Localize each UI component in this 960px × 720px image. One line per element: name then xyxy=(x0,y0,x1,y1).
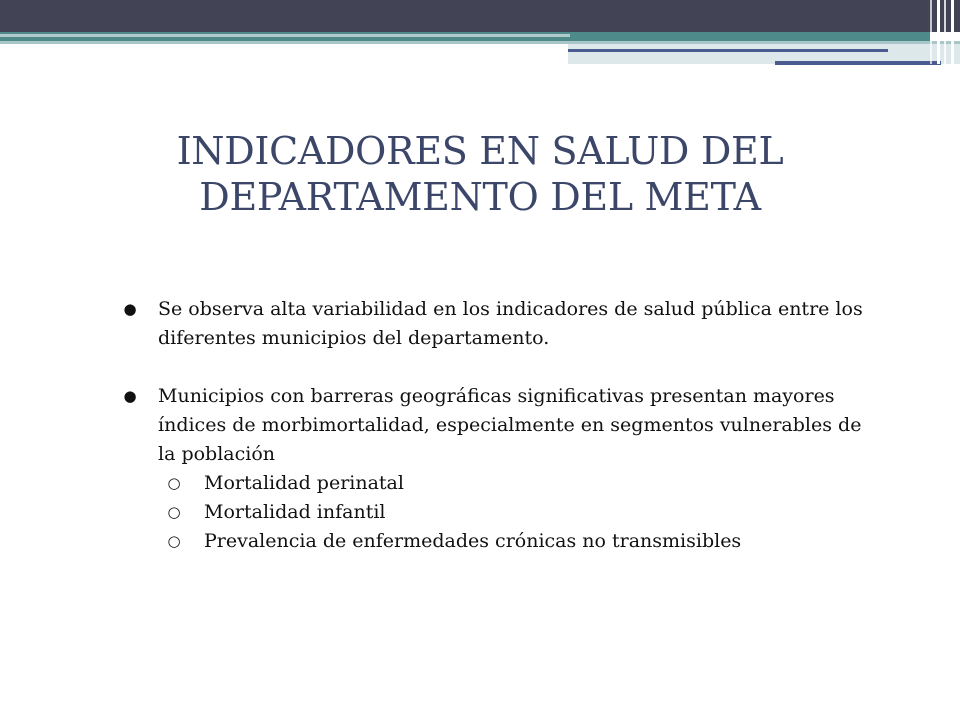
header-band-dark xyxy=(0,0,960,32)
bullet-text: Se observa alta variabilidad en los indicadores de salud pública entre los diferentes municipios del departamento. xyxy=(158,298,863,349)
spacer xyxy=(120,353,880,382)
bullet-dot-icon: ● xyxy=(123,300,137,318)
header-vertical-stripe xyxy=(937,0,940,64)
slide-title-line: INDICADORES EN SALUD DEL xyxy=(176,129,784,173)
bullet-circle-icon: ○ xyxy=(167,532,181,550)
subbullet-item xyxy=(120,469,880,498)
subbullet-text: Prevalencia de enfermedades crónicas no transmisibles xyxy=(204,530,742,552)
header-vertical-stripe xyxy=(944,0,946,64)
bullet-item xyxy=(120,295,880,353)
bullet-circle-icon: ○ xyxy=(167,503,181,521)
bullet-dot-icon: ● xyxy=(123,387,137,405)
bullet-circle-icon: ○ xyxy=(167,474,181,492)
bullet-text: Municipios con barreras geográficas significativas presentan mayores índices de morbimortalidad, especialmente en segmentos vulnerables de la población xyxy=(158,385,862,465)
subbullet-item xyxy=(120,498,880,527)
subbullet-item xyxy=(120,527,880,556)
slide-title xyxy=(80,128,880,220)
header-accent-line-lower xyxy=(775,61,941,65)
header-vertical-stripe xyxy=(930,0,932,64)
subbullet-text: Mortalidad perinatal xyxy=(204,472,404,494)
header-accent-line-upper xyxy=(568,49,888,52)
header-vertical-stripe xyxy=(951,0,954,64)
slide-title-line: DEPARTAMENTO DEL META xyxy=(199,175,761,219)
bullet-item xyxy=(120,382,880,469)
subbullet-text: Mortalidad infantil xyxy=(204,501,386,523)
header-highlight-line xyxy=(0,34,570,37)
slide-body xyxy=(120,295,880,556)
